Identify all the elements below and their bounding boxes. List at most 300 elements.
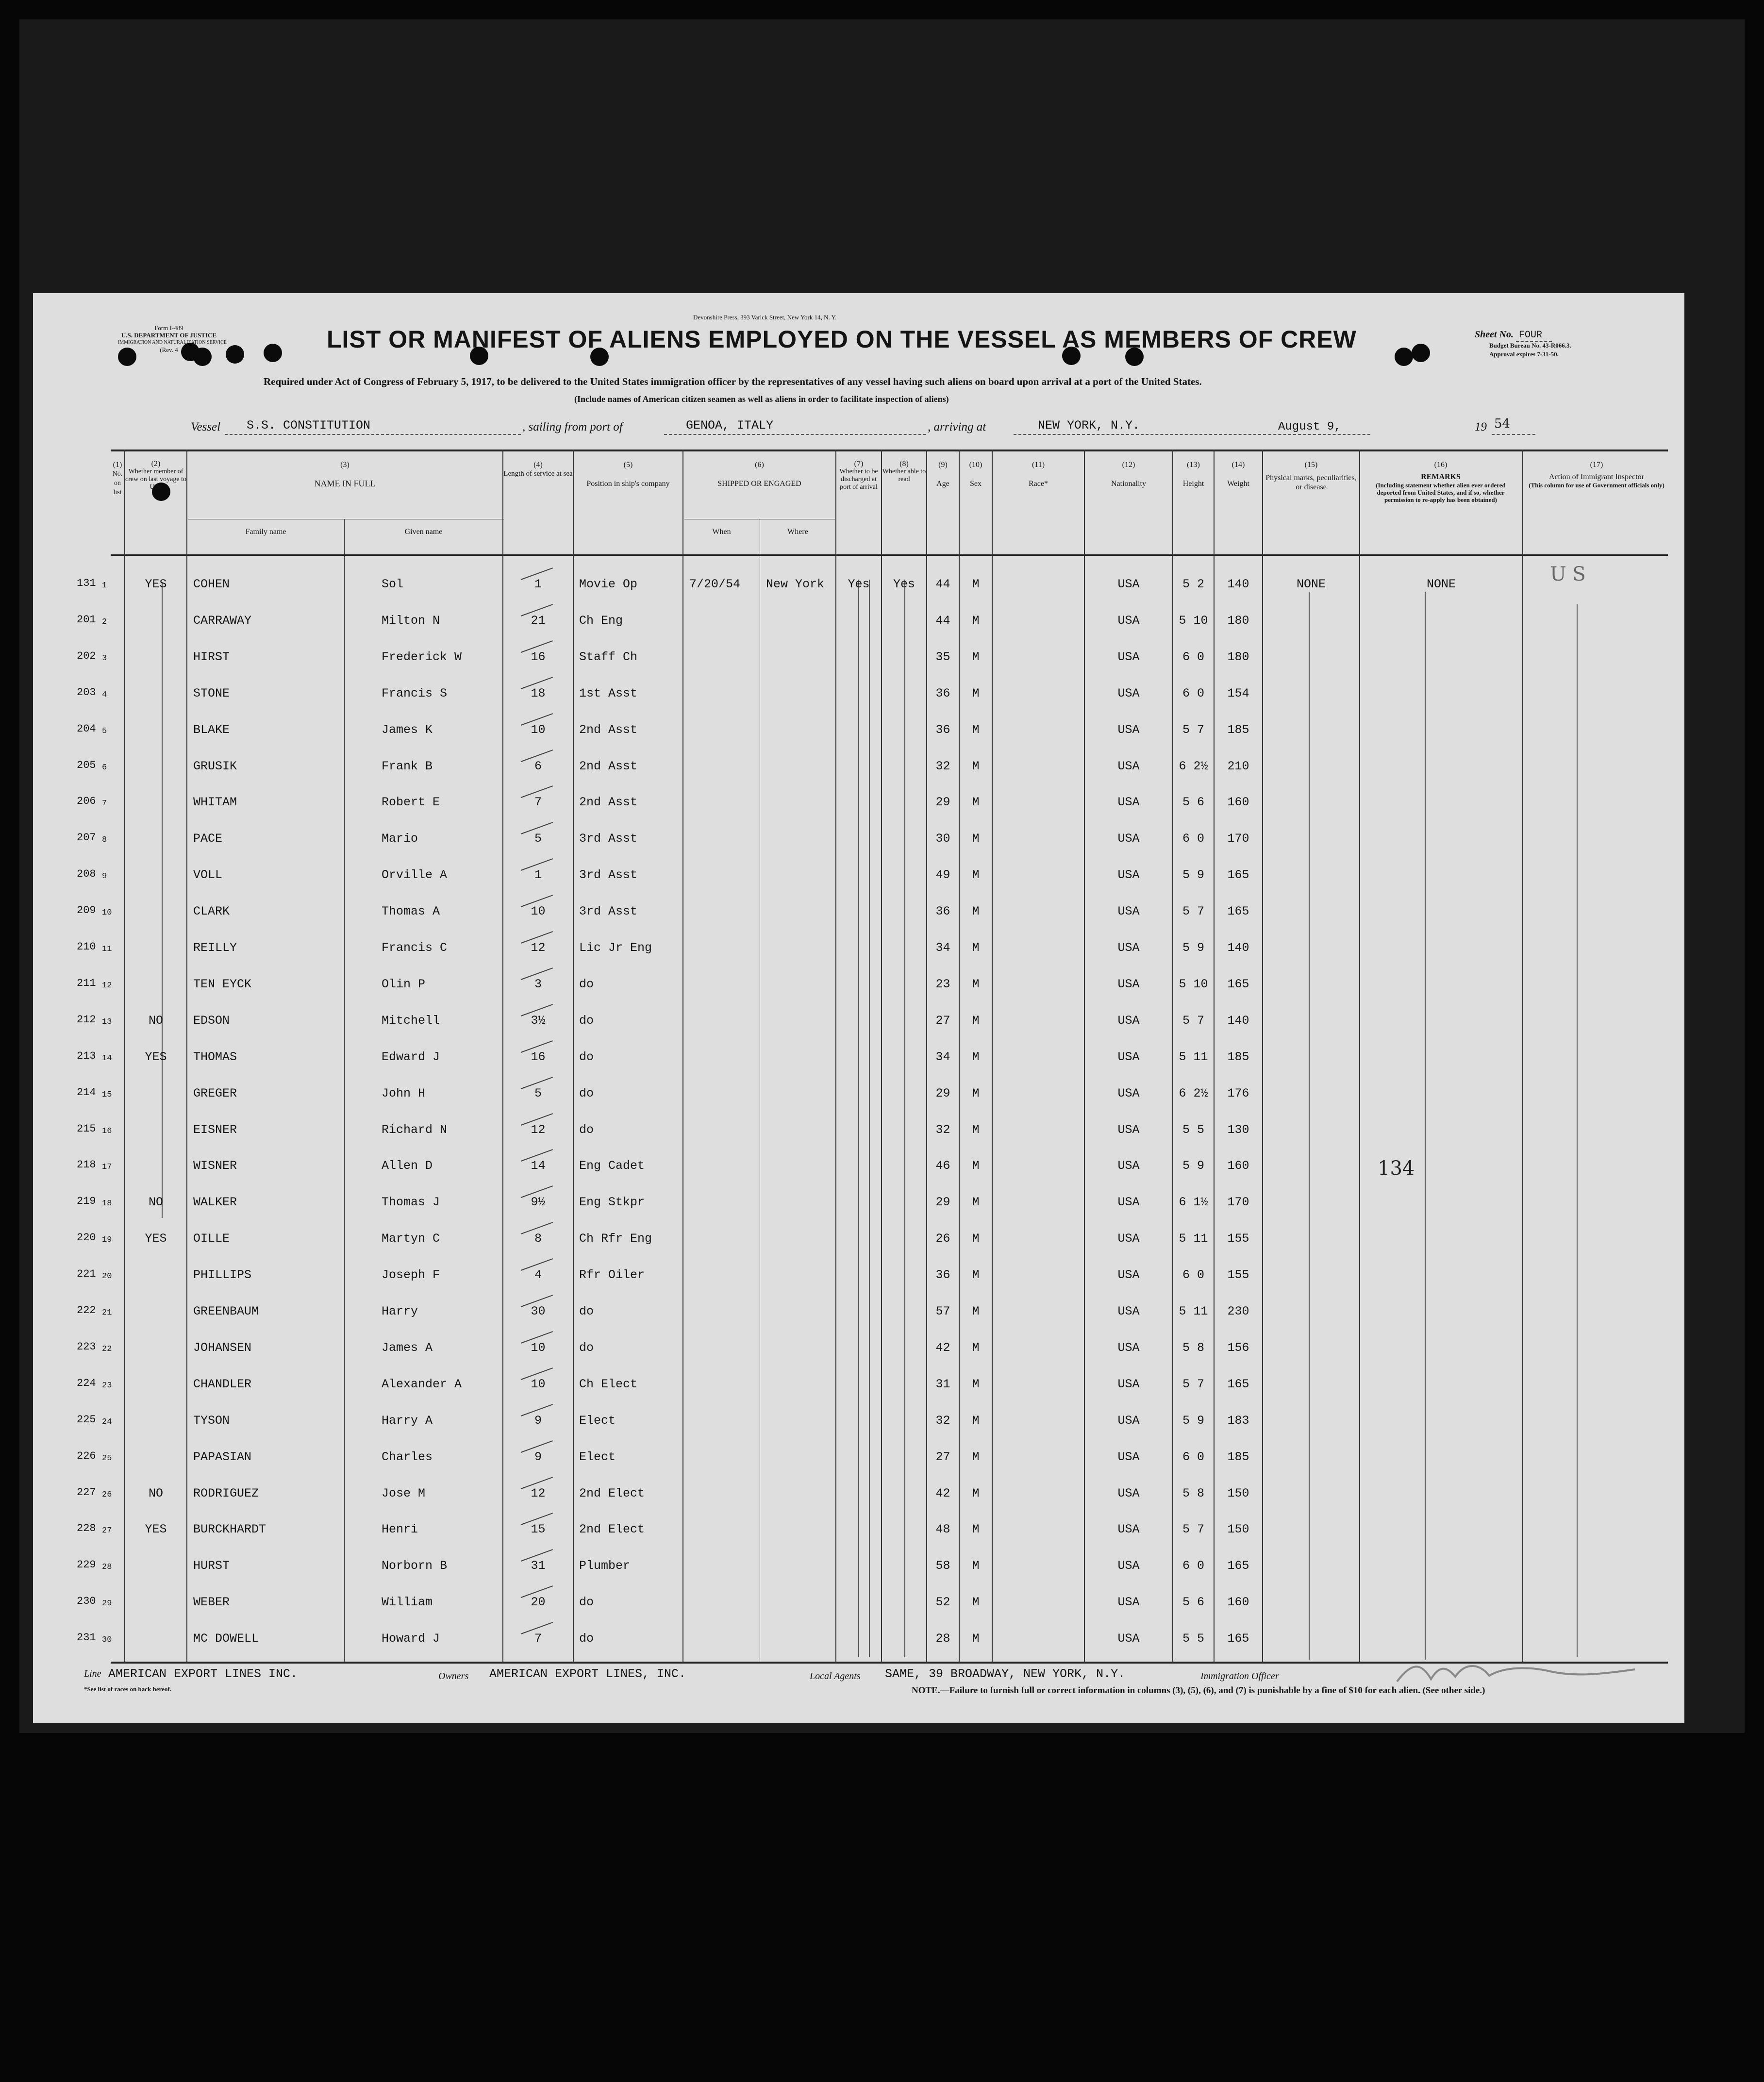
num: (16) xyxy=(1434,461,1448,469)
cell-height: 6 0 xyxy=(1182,1559,1204,1573)
cell-nationality: USA xyxy=(1117,614,1140,628)
num: (6) xyxy=(755,461,764,469)
rule xyxy=(664,434,926,435)
cell-position: do xyxy=(579,1014,594,1028)
cell-age: 48 xyxy=(935,1522,950,1536)
line-number: 29 xyxy=(102,1599,112,1608)
col-6-header xyxy=(683,460,835,488)
cell-age: 58 xyxy=(935,1559,950,1573)
cell-nationality: USA xyxy=(1117,723,1140,737)
label: (Including statement whether alien ever ordered deported from United States, and if so, whether permission to re-apply has been obtained) xyxy=(1376,482,1506,503)
cell-given: Sol xyxy=(382,577,404,591)
cell-age: 29 xyxy=(935,795,950,809)
cell-service: 10 xyxy=(531,1377,546,1391)
label: No. on list xyxy=(112,470,123,496)
cell-marks: NONE xyxy=(1296,577,1326,591)
cell-given: Edward J xyxy=(382,1050,440,1064)
row-number: 201 xyxy=(77,614,96,626)
num: (14) xyxy=(1231,461,1245,469)
label: Whether able to read xyxy=(882,468,926,483)
page-title: LIST OR MANIFEST OF ALIENS EMPLOYED ON THE VESSEL AS MEMBERS OF CREW xyxy=(327,326,1357,353)
cell-height: 5 11 xyxy=(1179,1304,1208,1318)
cell-sex: M xyxy=(972,1522,980,1536)
cell-age: 30 xyxy=(935,832,950,846)
cell-nationality: USA xyxy=(1117,1086,1140,1100)
cell-height: 5 9 xyxy=(1182,868,1204,882)
cell-prev: YES xyxy=(145,577,167,591)
arriving-label: , arriving at xyxy=(928,420,986,433)
cell-given: Milton N xyxy=(382,614,440,628)
line-number: 13 xyxy=(102,1017,112,1027)
cell-age: 34 xyxy=(935,941,950,955)
cell-sex: M xyxy=(972,1268,980,1282)
line-number: 22 xyxy=(102,1345,112,1354)
cell-nationality: USA xyxy=(1117,1232,1140,1246)
remarks-count: 134 xyxy=(1378,1157,1415,1180)
cell-age: 32 xyxy=(935,759,950,773)
cell-height: 6 0 xyxy=(1182,650,1204,664)
num: (9) xyxy=(938,461,948,469)
cell-service: 10 xyxy=(531,723,546,737)
label: Race* xyxy=(1029,480,1048,488)
cell-where: New York xyxy=(766,577,825,591)
cell-nationality: USA xyxy=(1117,1632,1140,1646)
vline xyxy=(992,450,993,1663)
cell-nationality: USA xyxy=(1117,1159,1140,1173)
punch-hole xyxy=(264,344,282,362)
cell-service: 21 xyxy=(531,614,546,628)
line-number: 24 xyxy=(102,1417,112,1427)
cell-position: do xyxy=(579,1050,594,1064)
num: (4) xyxy=(533,461,543,469)
cell-position: 1st Asst xyxy=(579,686,638,700)
vline xyxy=(835,450,836,1663)
col-16-header xyxy=(1363,460,1518,503)
col-10-header xyxy=(960,460,992,488)
punch-hole xyxy=(226,345,244,364)
cell-height: 6 1½ xyxy=(1179,1195,1208,1209)
cell-height: 5 7 xyxy=(1182,723,1204,737)
cell-sex: M xyxy=(972,1195,980,1209)
label: Position in ship's company xyxy=(586,480,670,488)
num: (10) xyxy=(969,461,982,469)
cell-position: do xyxy=(579,1341,594,1355)
cell-service: 1 xyxy=(534,868,542,882)
line-number: 11 xyxy=(102,945,112,954)
cell-sex: M xyxy=(972,1450,980,1464)
punch-hole xyxy=(1395,348,1413,366)
cell-service: 8 xyxy=(534,1232,542,1246)
cell-nationality: USA xyxy=(1117,1304,1140,1318)
cell-height: 5 10 xyxy=(1179,614,1208,628)
cell-age: 42 xyxy=(935,1486,950,1500)
cell-sex: M xyxy=(972,686,980,700)
col-4-header xyxy=(503,460,573,479)
cell-service: 20 xyxy=(531,1595,546,1609)
cell-prev: YES xyxy=(145,1522,167,1536)
col-11-header xyxy=(993,460,1084,488)
cell-prev: NO xyxy=(148,1195,163,1209)
cell-age: 34 xyxy=(935,1050,950,1064)
cell-service: 16 xyxy=(531,650,546,664)
cell-age: 27 xyxy=(935,1450,950,1464)
cell-weight: 154 xyxy=(1227,686,1249,700)
label: Sex xyxy=(970,480,982,488)
cell-family: TYSON xyxy=(193,1414,230,1428)
penalty-note: NOTE.—Failure to furnish full or correct information in columns (3), (5), (6), and (7) is punishable by a fine of $10 for each alien. (See other side.) xyxy=(912,1685,1485,1696)
cell-age: 44 xyxy=(935,577,950,591)
form-revision: (Rev. 4 xyxy=(160,346,178,353)
cell-position: Elect xyxy=(579,1450,616,1464)
cell-service: 10 xyxy=(531,1341,546,1355)
cell-height: 5 11 xyxy=(1179,1050,1208,1064)
cell-position: do xyxy=(579,1632,594,1646)
cell-age: 44 xyxy=(935,614,950,628)
cell-age: 28 xyxy=(935,1632,950,1646)
line-number: 28 xyxy=(102,1563,112,1572)
line-number: 30 xyxy=(102,1635,112,1645)
line-value: AMERICAN EXPORT LINES INC. xyxy=(108,1667,298,1681)
printer-credit: Devonshire Press, 393 Varick Street, New York 14, N. Y. xyxy=(693,314,837,321)
cell-given: James K xyxy=(382,723,433,737)
cell-sex: M xyxy=(972,1159,980,1173)
cell-family: OILLE xyxy=(193,1232,230,1246)
cell-weight: 165 xyxy=(1227,868,1249,882)
cell-age: 23 xyxy=(935,977,950,991)
row-number: 230 xyxy=(77,1595,96,1607)
cell-height: 6 2½ xyxy=(1179,759,1208,773)
cell-height: 5 7 xyxy=(1182,1522,1204,1536)
cell-position: Elect xyxy=(579,1414,616,1428)
cell-age: 26 xyxy=(935,1232,950,1246)
cell-nationality: USA xyxy=(1117,1377,1140,1391)
cell-weight: 140 xyxy=(1227,1014,1249,1028)
cell-service: 10 xyxy=(531,904,546,918)
cell-nationality: USA xyxy=(1117,795,1140,809)
cell-sex: M xyxy=(972,1304,980,1318)
vline xyxy=(1262,450,1263,1663)
cell-family: WISNER xyxy=(193,1159,237,1173)
cell-sex: M xyxy=(972,868,980,882)
vline xyxy=(1522,450,1523,1663)
vessel-label: Vessel xyxy=(191,420,221,433)
col-1-header xyxy=(111,460,124,497)
cell-family: HIRST xyxy=(193,650,230,664)
cell-service: 18 xyxy=(531,686,546,700)
cell-family: JOHANSEN xyxy=(193,1341,252,1355)
col-12-header xyxy=(1085,460,1172,488)
cell-family: GREGER xyxy=(193,1086,237,1100)
cell-given: Mario xyxy=(382,832,418,846)
cell-given: Robert E xyxy=(382,795,440,809)
cell-sex: M xyxy=(972,1232,980,1246)
row-number: 210 xyxy=(77,941,96,953)
ditto-stroke xyxy=(1309,592,1310,1660)
cell-nationality: USA xyxy=(1117,1522,1140,1536)
row-number: 131 xyxy=(77,577,96,589)
table-top-rule xyxy=(111,450,1668,451)
cell-given: Joseph F xyxy=(382,1268,440,1282)
row-number: 205 xyxy=(77,759,96,771)
num: (3) xyxy=(340,461,349,469)
cell-given: Harry A xyxy=(382,1414,433,1428)
cell-height: 5 9 xyxy=(1182,1414,1204,1428)
cell-weight: 180 xyxy=(1227,650,1249,664)
approval-expires: Approval expires 7-31-50. xyxy=(1489,350,1559,358)
cell-nationality: USA xyxy=(1117,832,1140,846)
cell-sex: M xyxy=(972,1014,980,1028)
col-14-header xyxy=(1215,460,1262,488)
cell-sex: M xyxy=(972,1341,980,1355)
row-number: 211 xyxy=(77,977,96,989)
cell-weight: 130 xyxy=(1227,1123,1249,1137)
cell-weight: 165 xyxy=(1227,904,1249,918)
cell-given: Thomas J xyxy=(382,1195,440,1209)
cell-service: 5 xyxy=(534,1086,542,1100)
cell-given: Orville A xyxy=(382,868,448,882)
label: Whether member of crew on last voyage to U.S. xyxy=(125,468,186,491)
num: (2) xyxy=(151,460,161,468)
cell-service: 30 xyxy=(531,1304,546,1318)
row-number: 212 xyxy=(77,1014,96,1026)
cell-position: Rfr Oiler xyxy=(579,1268,645,1282)
cell-position: Movie Op xyxy=(579,577,638,591)
cell-weight: 140 xyxy=(1227,577,1249,591)
label: Physical marks, peculiarities, or disease xyxy=(1265,474,1357,491)
cell-given: Henri xyxy=(382,1522,418,1536)
ditto-stroke xyxy=(1425,592,1426,1660)
cell-sex: M xyxy=(972,1123,980,1137)
agents-value: SAME, 39 BROADWAY, NEW YORK, N.Y. xyxy=(885,1667,1126,1681)
row-number: 228 xyxy=(77,1522,96,1534)
rule xyxy=(1268,434,1370,435)
cell-height: 5 7 xyxy=(1182,1014,1204,1028)
cell-sex: M xyxy=(972,795,980,809)
cell-weight: 165 xyxy=(1227,977,1249,991)
cell-position: Ch Elect xyxy=(579,1377,638,1391)
cell-nationality: USA xyxy=(1117,1559,1140,1573)
cell-age: 31 xyxy=(935,1377,950,1391)
cell-service: 12 xyxy=(531,1486,546,1500)
arrival-day: August 9 xyxy=(1278,420,1334,433)
cell-weight: 155 xyxy=(1227,1232,1249,1246)
row-number: 222 xyxy=(77,1304,96,1316)
col-8-header xyxy=(882,460,926,483)
cell-service: 14 xyxy=(531,1159,546,1173)
line-number: 1 xyxy=(102,581,107,590)
cell-family: HURST xyxy=(193,1559,230,1573)
cell-age: 29 xyxy=(935,1086,950,1100)
form-number: Form I-489 xyxy=(154,324,183,332)
cell-sex: M xyxy=(972,904,980,918)
sheet-value: FOUR xyxy=(1516,330,1552,342)
line-number: 15 xyxy=(102,1090,112,1099)
cell-position: Eng Cadet xyxy=(579,1159,645,1173)
punch-hole xyxy=(1412,344,1430,362)
cell-family: GREENBAUM xyxy=(193,1304,259,1318)
row-number: 231 xyxy=(77,1632,96,1644)
port-to: NEW YORK, N.Y. xyxy=(1038,418,1140,433)
cell-family: WHITAM xyxy=(193,795,237,809)
cell-given: Howard J xyxy=(382,1632,440,1646)
label: Length of service at sea xyxy=(503,470,573,478)
cell-nationality: USA xyxy=(1117,977,1140,991)
cell-weight: 160 xyxy=(1227,795,1249,809)
cell-service: 1 xyxy=(534,577,542,591)
ditto-stroke xyxy=(858,580,859,1657)
cell-height: 5 6 xyxy=(1182,1595,1204,1609)
label: Weight xyxy=(1227,480,1249,488)
cell-height: 5 7 xyxy=(1182,1377,1204,1391)
cell-age: 57 xyxy=(935,1304,950,1318)
cell-nationality: USA xyxy=(1117,941,1140,955)
cell-sex: M xyxy=(972,723,980,737)
cell-height: 6 0 xyxy=(1182,1450,1204,1464)
cell-age: 32 xyxy=(935,1414,950,1428)
officer-label: Immigration Officer xyxy=(1200,1671,1279,1682)
cell-nationality: USA xyxy=(1117,577,1140,591)
cell-service: 15 xyxy=(531,1522,546,1536)
cell-sex: M xyxy=(972,1595,980,1609)
cell-given: Martyn C xyxy=(382,1232,440,1246)
cell-weight: 165 xyxy=(1227,1377,1249,1391)
cell-nationality: USA xyxy=(1117,1195,1140,1209)
cell-sex: M xyxy=(972,1559,980,1573)
col-6b-header: Where xyxy=(787,528,808,536)
cell-weight: 183 xyxy=(1227,1414,1249,1428)
line-number: 21 xyxy=(102,1308,112,1317)
ditto-stroke xyxy=(869,580,870,1657)
cell-position: do xyxy=(579,1304,594,1318)
cell-height: 5 7 xyxy=(1182,904,1204,918)
line-number: 18 xyxy=(102,1199,112,1208)
inspector-stroke xyxy=(1577,604,1578,1657)
agents-label: Local Agents xyxy=(810,1671,861,1682)
row-number: 220 xyxy=(77,1232,96,1244)
cell-sex: M xyxy=(972,650,980,664)
cell-weight: 210 xyxy=(1227,759,1249,773)
line-number: 9 xyxy=(102,872,107,881)
cell-height: 5 5 xyxy=(1182,1632,1204,1646)
cell-family: CLARK xyxy=(193,904,230,918)
cell-position: Eng Stkpr xyxy=(579,1195,645,1209)
year: 54 xyxy=(1494,416,1511,431)
num: (15) xyxy=(1304,461,1318,469)
cell-sex: M xyxy=(972,832,980,846)
cell-given: Olin P xyxy=(382,977,426,991)
label: (This column for use of Government officials only) xyxy=(1529,482,1664,489)
cell-position: 3rd Asst xyxy=(579,904,638,918)
cell-position: Ch Rfr Eng xyxy=(579,1232,652,1246)
cell-family: WEBER xyxy=(193,1595,230,1609)
cell-age: 49 xyxy=(935,868,950,882)
cell-given: Francis C xyxy=(382,941,448,955)
label: Action of Immigrant Inspector xyxy=(1549,473,1644,481)
label: Age xyxy=(936,480,949,488)
cell-service: 12 xyxy=(531,941,546,955)
cell-sex: M xyxy=(972,1050,980,1064)
row-number: 204 xyxy=(77,723,96,735)
row-number: 202 xyxy=(77,650,96,662)
cell-position: do xyxy=(579,977,594,991)
cell-given: William xyxy=(382,1595,433,1609)
budget-bureau: Budget Bureau No. 43-R066.3. xyxy=(1489,342,1571,349)
cell-given: Mitchell xyxy=(382,1014,440,1028)
cell-given: Charles xyxy=(382,1450,433,1464)
cell-height: 6 0 xyxy=(1182,686,1204,700)
cell-service: 3½ xyxy=(531,1014,546,1028)
cell-family: WALKER xyxy=(193,1195,237,1209)
col-9-header xyxy=(927,460,959,488)
cell-nationality: USA xyxy=(1117,1450,1140,1464)
cell-service: 9 xyxy=(534,1414,542,1428)
cell-age: 27 xyxy=(935,1014,950,1028)
label: NAME IN FULL xyxy=(314,479,376,488)
rule xyxy=(225,434,521,435)
col-13-header xyxy=(1173,460,1214,488)
cell-height: 6 0 xyxy=(1182,1268,1204,1282)
line-number: 8 xyxy=(102,835,107,845)
cell-height: 5 8 xyxy=(1182,1341,1204,1355)
cell-nationality: USA xyxy=(1117,1123,1140,1137)
cell-position: 3rd Asst xyxy=(579,868,638,882)
cell-nationality: USA xyxy=(1117,650,1140,664)
cell-given: Francis S xyxy=(382,686,448,700)
cell-service: 31 xyxy=(531,1559,546,1573)
cell-read: Yes xyxy=(893,577,915,591)
cell-service: 16 xyxy=(531,1050,546,1064)
cell-age: 46 xyxy=(935,1159,950,1173)
cell-remarks: NONE xyxy=(1426,577,1456,591)
cell-given: Thomas A xyxy=(382,904,440,918)
rule xyxy=(1492,434,1535,435)
cell-weight: 150 xyxy=(1227,1486,1249,1500)
owners-label: Owners xyxy=(438,1671,469,1682)
cell-nationality: USA xyxy=(1117,1268,1140,1282)
cell-service: 4 xyxy=(534,1268,542,1282)
cell-position: Staff Ch xyxy=(579,650,638,664)
cell-given: Jose M xyxy=(382,1486,426,1500)
cell-position: Lic Jr Eng xyxy=(579,941,652,955)
cell-discharged: Yes xyxy=(848,577,870,591)
cell-nationality: USA xyxy=(1117,1341,1140,1355)
form-info xyxy=(118,324,227,353)
row-number: 224 xyxy=(77,1377,96,1389)
cell-age: 52 xyxy=(935,1595,950,1609)
cell-weight: 165 xyxy=(1227,1632,1249,1646)
cell-family: BLAKE xyxy=(193,723,230,737)
cell-nationality: USA xyxy=(1117,904,1140,918)
cell-prev: NO xyxy=(148,1014,163,1028)
cell-family: BURCKHARDT xyxy=(193,1522,266,1536)
cell-position: 2nd Asst xyxy=(579,759,638,773)
cell-age: 36 xyxy=(935,904,950,918)
cell-family: EISNER xyxy=(193,1123,237,1137)
col-3b-header: Given name xyxy=(404,528,443,536)
row-number: 215 xyxy=(77,1123,96,1135)
cell-given: Harry xyxy=(382,1304,418,1318)
row-number: 218 xyxy=(77,1159,96,1171)
vline xyxy=(573,450,574,1663)
cell-family: CARRAWAY xyxy=(193,614,252,628)
row-number: 226 xyxy=(77,1450,96,1462)
cell-nationality: USA xyxy=(1117,1486,1140,1500)
cell-family: PACE xyxy=(193,832,223,846)
num: (13) xyxy=(1187,461,1200,469)
cell-nationality: USA xyxy=(1117,759,1140,773)
col-3a-header: Family name xyxy=(245,528,286,536)
row-number: 213 xyxy=(77,1050,96,1062)
